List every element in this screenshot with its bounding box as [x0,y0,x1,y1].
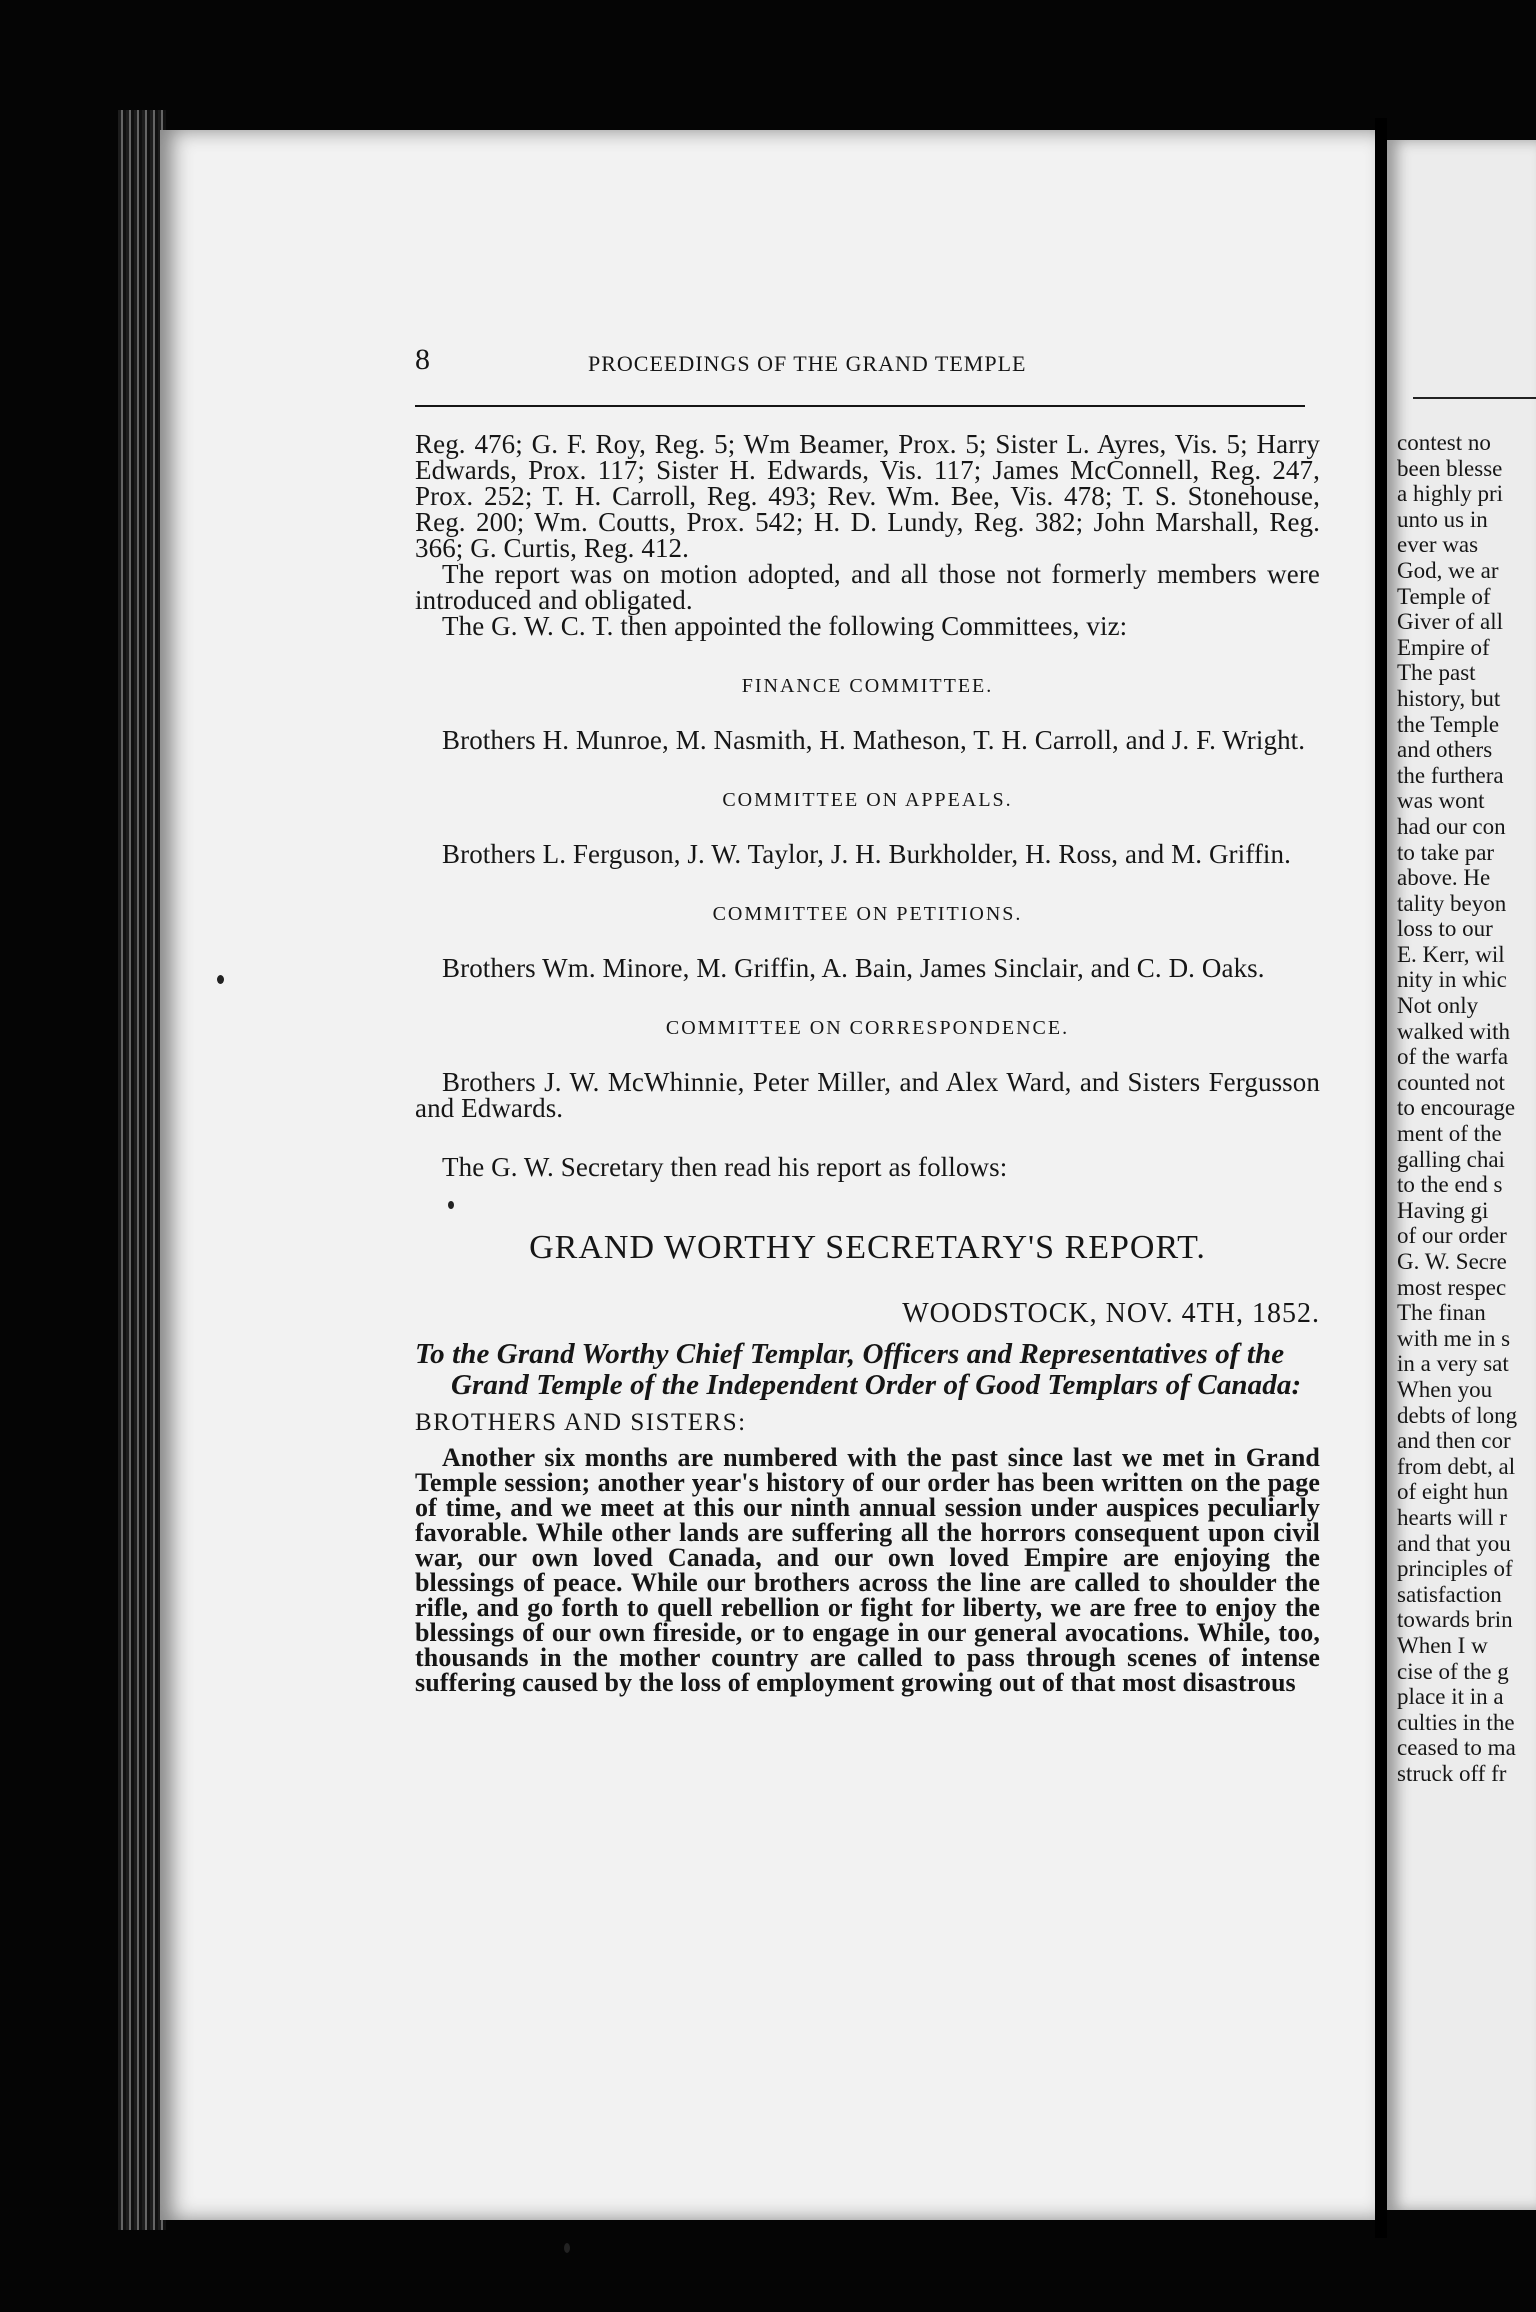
facing-page-line: and others [1397,737,1493,763]
facing-page-line: culties in the [1397,1709,1515,1735]
facing-page-line: to encourage [1397,1095,1516,1121]
facing-page-line: Temple of [1397,583,1491,609]
report-dateline: WOODSTOCK, NOV. 4TH, 1852. [902,1298,1320,1329]
facing-page-line: satisfaction [1397,1581,1502,1607]
facing-page-line: and that you [1397,1530,1511,1556]
attendance-list: Reg. 476; G. F. Roy, Reg. 5; Wm Beamer, Prox. 5; Sister L. Ayres, Vis. 5; Harry Edwards, Prox. 117; Sister H. Edwards, Vis. 117; James McConnell, Reg. 247, Prox. 252; T. H. Carroll, Reg. 493; Rev. Wm. Bee, Vis. 478; T. S. Stonehouse, Reg. 200; Wm. Coutts, Prox. 542; H. D. Lundy, Reg. 382; John Marshall, Reg. 366; G. Curtis, Reg. 412. [415,429,1320,563]
correspondence-committee-members: Brothers J. W. McWhinnie, Peter Miller, and Alex Ward, and Sisters Fergusson and Edwards. [415,1067,1320,1123]
facing-page-line: in a very sat [1397,1351,1509,1377]
report-salutation: BROTHERS AND SISTERS: [415,1409,747,1436]
report-paragraph: Another six months are numbered with the past since last we met in Grand Temple session; another year's history of our order has been written on the page of time, and we meet at this our ninth annual session under auspices peculiarly favorable. While other lands are suffering all the horrors consequent upon civil war, our own loved Canada, and our own loved Empire are enjoying the blessings of peace. While our brothers across the line are called to shoulder the rifle, and go forth to quell rebellion or fight for liberty, we are free to enjoy the blessings of our own fireside, or to engage in our general avocations. While, too, thousands in the mother country are called to pass through scenes of intense suffering caused by the loss of employment growing out of that most disastrous [415,1443,1320,1697]
facing-page-line: of our order [1397,1223,1507,1249]
facing-page-line: struck off fr [1397,1760,1507,1786]
facing-page-line: galling chai [1397,1146,1505,1172]
facing-page-line: hearts will r [1397,1504,1507,1530]
report-address: To the Grand Worthy Chief Templar, Officers and Representatives of the Grand Temple of the Independent Order of Good Templars of Canada: [415,1338,1302,1401]
facing-page-line: from debt, al [1397,1453,1516,1479]
facing-page-line: history, but [1397,685,1501,711]
facing-page-line: The finan [1397,1300,1486,1326]
facing-page-line: walked with [1397,1018,1511,1044]
ink-speck [564,2243,570,2253]
facing-page-line: Having gi [1397,1197,1489,1223]
facing-page-line: counted not [1397,1069,1505,1095]
facing-page-line: When you [1397,1376,1493,1402]
running-head: PROCEEDINGS OF THE GRAND TEMPLE [588,351,1027,376]
facing-page-line: Empire of [1397,634,1490,660]
facing-page-line: place it in a [1397,1684,1504,1710]
correspondence-committee-heading: COMMITTEE ON CORRESPONDENCE. [665,1017,1070,1039]
facing-page-line: most respec [1397,1274,1507,1300]
ink-speck [217,975,224,984]
facing-page-line: ment of the [1397,1121,1502,1147]
facing-page-text [1397,430,1536,1786]
facing-page-line: The past [1397,660,1476,686]
facing-page-line: the Temple [1397,711,1500,737]
facing-page-line: Not only [1397,993,1479,1019]
report-title: GRAND WORTHY SECRETARY'S REPORT. [529,1229,1206,1266]
page-header [415,343,1305,383]
facing-page-line: unto us in [1397,506,1488,532]
facing-page-line: of the warfa [1397,1044,1509,1070]
facing-page-line: nity in whic [1397,967,1507,993]
finance-committee-heading: FINANCE COMMITTEE. [741,675,994,697]
motion-paragraph: The report was on motion adopted, and all those not formerly members were introduced and obligated. [415,559,1320,615]
facing-page-line: to take par [1397,839,1495,865]
facing-page-line: God, we ar [1397,557,1499,583]
facing-page-line: principles of [1397,1556,1513,1582]
facing-page-line: was wont [1397,788,1485,814]
facing-page-line: with me in s [1397,1325,1511,1351]
facing-page-line: had our con [1397,813,1506,839]
ink-speck [448,1201,454,1209]
book-binding-edge [118,110,166,2230]
finance-committee-members: Brothers H. Munroe, M. Nasmith, H. Matheson, T. H. Carroll, and J. F. Wright. [442,725,1306,755]
facing-page-line: and then cor [1397,1428,1511,1454]
facing-page-line: E. Kerr, wil [1397,941,1505,967]
facing-page-line: to the end s [1397,1172,1503,1198]
facing-page-line: G. W. Secre [1397,1249,1507,1274]
facing-page-line: of eight hun [1397,1479,1509,1505]
committees-intro: The G. W. C. T. then appointed the following Committees, viz: [442,611,1128,641]
facing-page-line: towards brin [1397,1607,1513,1633]
petitions-committee-members: Brothers Wm. Minore, M. Griffin, A. Bain, James Sinclair, and C. D. Oaks. [442,953,1265,983]
page-body [415,431,1320,1695]
facing-page-line: tality beyon [1397,890,1507,916]
facing-page-line: above. He [1397,865,1491,891]
page-gutter [1375,118,1387,2238]
facing-page-line: Giver of all [1397,609,1504,635]
facing-page-line: debts of long [1397,1402,1518,1428]
appeals-committee-heading: COMMITTEE ON APPEALS. [722,789,1013,811]
page-number: 8 [415,343,431,376]
petitions-committee-heading: COMMITTEE ON PETITIONS. [712,903,1023,925]
facing-page-line: ceased to ma [1397,1735,1516,1761]
facing-page-line: ever was [1397,532,1479,558]
facing-page-line: the furthera [1397,762,1504,788]
facing-page-line: been blesse [1397,455,1503,481]
secretary-report-intro: The G. W. Secretary then read his report as follows: [442,1152,1008,1182]
appeals-committee-members: Brothers L. Ferguson, J. W. Taylor, J. H. Burkholder, H. Ross, and M. Griffin. [442,839,1291,869]
facing-page-line: When I w [1397,1632,1488,1658]
facing-page-line: a highly pri [1397,481,1504,507]
facing-page-line: loss to our [1397,916,1493,942]
facing-page-line: contest no [1397,430,1491,455]
facing-page-line: cise of the g [1397,1658,1509,1684]
header-rule [415,405,1305,407]
facing-page-rule [1413,397,1536,399]
